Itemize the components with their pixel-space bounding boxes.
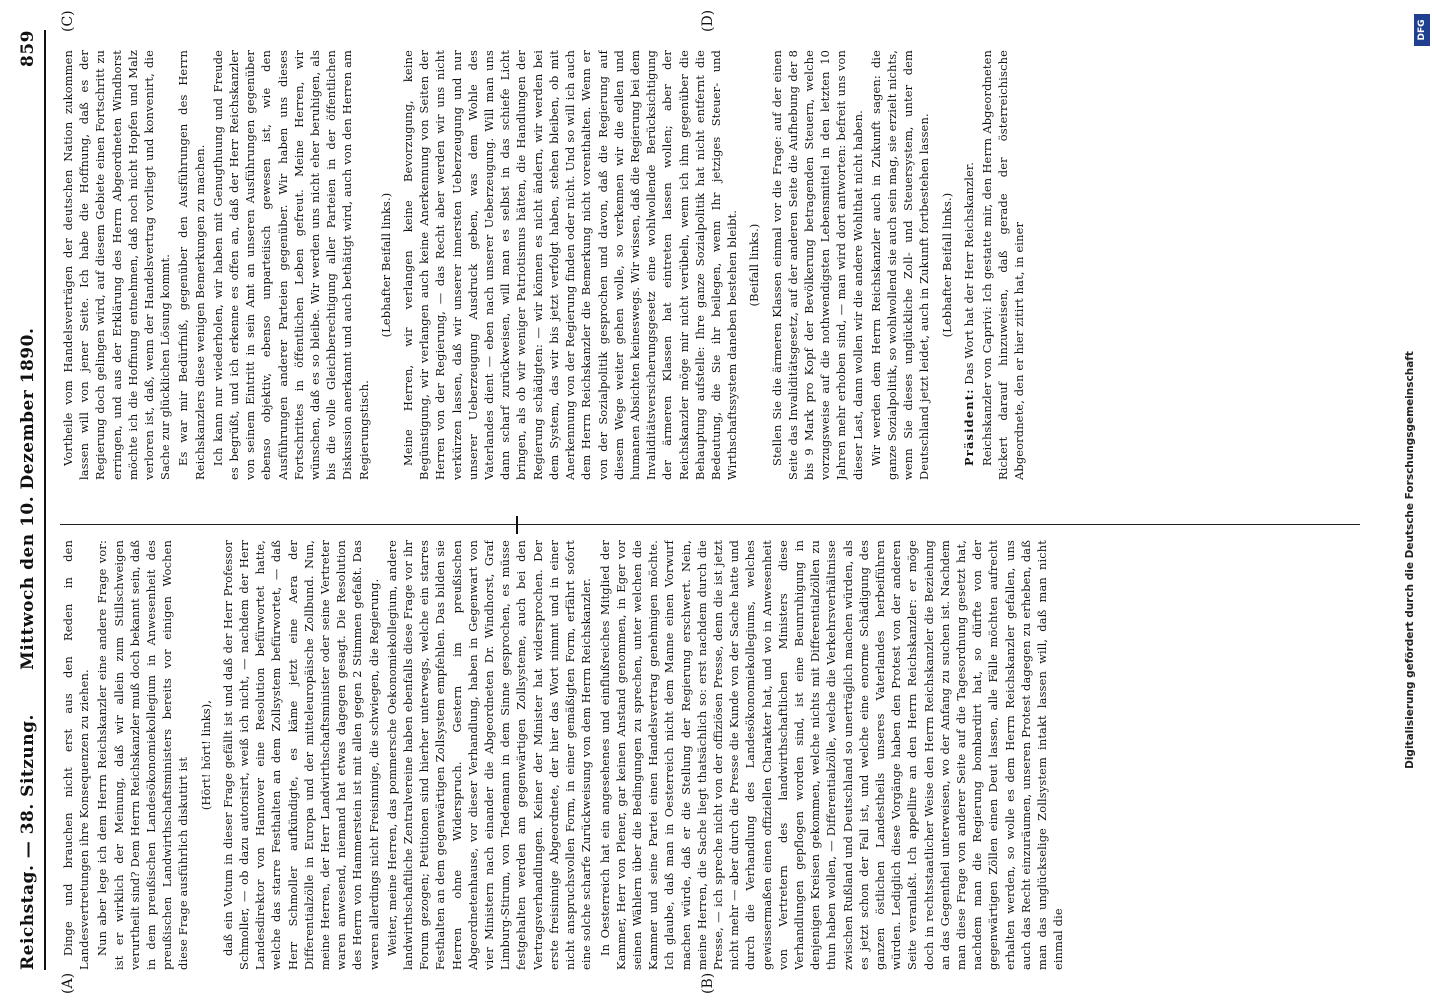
dfg-logo <box>1414 14 1430 46</box>
interjection: (Lebhafter Beifall links.) <box>939 192 954 338</box>
interjection: (Lebhafter Beifall links.) <box>378 192 393 338</box>
right-column <box>60 50 1360 480</box>
page-number: 859 <box>18 30 38 67</box>
digitization-sidenote <box>1388 120 1432 1000</box>
paragraph: Wir werden dem Herrn Reichskanzler auch in Zukunft sagen: die ganze Sozialpolitik, so wohlwollend sie auch sein mag, sie erzielt nichts, wenn Sie dieses unglückliche Zoll- und Steuersystem, unter dem Deutschland jetzt leidet, auch in Zukunft fortbestehen lassen. <box>868 50 932 480</box>
paragraph: In Oesterreich hat ein angesehenes und einflußreiches Mitglied der Kammer, Herr von Plener, gar keinen Anstand genommen, in Eger vor seinen Wählern über die Bedingungen zu sprechen, unter welchen die Kammer und seine Partei einen Handelsvertrag genehmigen möchte. Ich glaube, daß man in Oesterreich nicht dem Manne einen Vorwurf machen würde, daß er die Stellung der Regierung erschwert. Nein, meine Herren, die Sache liegt thatsächlich so: erst nachdem durch die Presse, — ich spreche nicht von der offiziösen Presse, denn die ist jetzt nicht mehr — aber durch die Presse die Kunde von der Sache hatte und durch die Verhandlung des Landesökonomiekollegiums, welches gewissermaßen einen offiziellen Charakter hat, und wo in Anwesenheit von Vertretern des landwirthschaftlichen Ministers diese Verhandlungen gepflogen worden sind, ist eine Beunruhigung in denjenigen Kreisen gekommen, welche nichts mit Differentialzöllen zu thun haben wollen, — Differentialzölle, welche die Verkehrsverhältnisse zwischen Rußland und Deutschland so unerträglich machen würden, als es jetzt schon der Fall ist, und welche eine enorme Schädigung des ganzen östlichen Landestheils unseres Vaterlandes herbeiführen würden. Lediglich diese Vorgänge haben den Protest von der anderen Seite veranlaßt. Ich appellire an den Herrn Reichskanzler: er möge doch in rechtsstaatlicher Weise den Herrn Reichskanzler die Beziehung an das Gegentheil unterweisen, wo der Anfang zu suchen ist. Nachdem man diese Frage von anderer Seite auf die Tagesordnung gesetzt hat, nachdem man die Regierung bombardirt hat, so dürfte von der gegenwärtigen Zöllen einen Deut lassen, alle Fälle möchten aufrecht erhalten werden, so wolle es dem Herrn Reichskanzler gefallen, uns auch das Recht einzuräumen, unseren Protest dagegen zu erheben, daß man das unglückselige Zollsystem intakt lassen will, daß man nicht einmal die <box>597 540 1066 970</box>
paragraph: Vortheile vom Handelsverträgen der deutschen Nation zukommen lassen will von jener Seite. Ich habe die Hoffnung, daß es der Regierung doch gelingen wird, auf diesem Gebiete einen Fortschritt zu erringen, und aus der Erklärung des Herrn Abgeordneten Windhorst möchte ich die Hoffnung entnehmen, daß noch nicht Hopfen und Malz verloren ist, daß, wenn der Handelsvertrag vorliegt und konvenirt, die Sache zur glücklichen Lösung kommt. <box>61 50 173 480</box>
running-head-date: Mittwoch den 10. Dezember 1890. <box>18 327 38 670</box>
paragraph: daß ein Votum in dieser Frage gefällt ist und daß der Herr Professor Schmoller, — ob dazu autorisirt, weiß ich nicht, — nachdem der Herr Landesdirektor von Hannover eine Resolution befürwortet hatte, welche das starre Festhalten an dem Zollsystem befürwortet, — daß Herr Schmoller aufkündigte, es käme jetzt eine Aera der Differentialzölle in Europa und der mitteleuropäische Zollbund. Nun, meine Herren, der Herr Landwirthschaftsminister oder seine Vertreter waren anwesend, niemand hat etwas dagegen gesagt. Die Resolution des Herrn von Hammerstein ist mit allen gegen 2 Stimmen gefaßt. Das waren allerdings nicht Freisinnige, die schwiegen, die Regierung. <box>220 540 381 970</box>
speaker-label: Präsident: <box>961 388 976 466</box>
paragraph: Weiter, meine Herren, das pommersche Oekonomiekollegium, andere landwirthschaftliche Zentralvereine haben ebenfalls diese Frage vor ihr Forum gezogen; Petitionen sind hierher unterwegs, welche ein starres Festhalten an dem gegenwärtigen Zollsystem empfehlen. Das bilden sie Herren ohne Widerspruch. Gestern im preußischen Abgeordnetenhause, vor dieser Verhandlung, haben in Gegenwart von vier Ministern nach einander die Abgeordneten Dr. Windhorst, Graf Limburg-Stirum, von Tiedemann in dem Sinne gesprochen, es müsse festgehalten werden am gegenwärtigen Zollsysteme, auch bei den Vertragsverhandlungen. Keiner der Minister hat widersprochen. Der erste freisinnige Abgeordnete, der hier das Wort nimmt und in einer nicht anspruchsvollen Form, in einer gemäßigten Form, erfährt sofort eine solche scharfe Zurückweisung von dem Herrn Reichskanzler. <box>384 540 594 970</box>
paragraph: Meine Herren, wir verlangen keine Bevorzugung, keine Begünstigung, wir verlangen auch keine Anerkennung von Seiten der Herren von der Regierung, — das Recht aber werden wir uns nicht verkürzen lassen, daß wir unserer innersten Ueberzeugung und nur unserer Ueberzeugung Ausdruck geben, was dem Wohle des Vaterlandes dient — eben nach unserer Ueberzeugung. Will man uns dann scharf zurückweisen, will man es selbst in das schiefe Licht bringen, als ob wir weniger Patriotismus hätten, die Handlungen der Regierung schädigten: — wir können es nicht ändern, wir werden bei dem System, das wir bis jetzt verfolgt haben, stehen bleiben, ob mit Anerkennung von der Regierung finden oder nicht. Und so will ich auch dem Herrn Reichskanzler die Bemerkung nicht vorenthalten. Wenn er von der Sozialpolitik gesprochen und davon, daß die Regierung auf diesem Wege weiter gehen wolle, so verkennen wir die edlen und humanen Absichten keineswegs. Wir wissen, daß die Regierung bei dem Invaliditätsversicherungsgesetz eine wohlwollende Berücksichtigung der ärmeren Klassen hat eintreten lassen wollen; aber der Reichskanzler möge mir nicht verübeln, wenn ich ihm gegenüber die Behauptung aufstelle: Ihre ganze Sozialpolitik hat nicht entfernt die Bedeutung, die Sie ihr beilegen, wenn Ihr jetziges Steuer- und Wirthschaftssystem daneben bestehen bleibt. <box>401 50 740 480</box>
paragraph: Stellen Sie die ärmeren Klassen einmal vor die Frage: auf der einen Seite das Invaliditätsgesetz, auf der anderen Seite die Aufhebung der 8 bis 9 Mark pro Kopf der Bevölkerung betragenden Steuern, welche vorzugsweise auf die nothwendigsten Lebensmittel in den letzten 10 Jahren mehr erhoben sind, — man wird dort antworten: befreit uns von dieser Last, dann wollen wir die andere Wohlthat nicht haben. <box>769 50 865 480</box>
dfg-logo-text: DFG <box>1417 19 1427 41</box>
paragraph: Es war mir Bedürfniß, gegenüber den Ausführungen des Herrn Reichskanzlers diese wenigen Bemerkungen zu machen. <box>176 50 207 480</box>
running-head-session: Reichstag. — 38. Sitzung. <box>18 714 38 970</box>
president-paragraph <box>961 50 977 480</box>
column-gap-mark <box>516 516 518 534</box>
margin-letter-d: (D) <box>700 9 716 32</box>
running-head <box>18 30 46 970</box>
left-column <box>60 540 1360 970</box>
margin-letter-b: (B) <box>700 972 716 994</box>
interjection: (Hört! hört! links), <box>198 699 213 811</box>
interjection: (Beifall links.) <box>747 223 762 307</box>
margin-letter-a: (A) <box>60 972 76 994</box>
margin-letter-c: (C) <box>60 10 76 32</box>
paragraph: Nun aber lege ich dem Herrn Reichskanzler eine andere Frage vor: ist er wirklich der Meinung, daß wir allein zum Stillschweigen verurtheilt sind? Dem Herrn Reichskanzler muß doch bekannt sein, daß in dem preußischen Landesökonomiekollegium in Anwesenheit des preußischen Landwirthschaftsministers bereits vor einigen Wochen diese Frage ausführlich diskutirt ist <box>95 540 191 970</box>
paragraph: Ich kann nur wiederholen, wir haben mit Genugthuung und Freude es begrüßt, und ich erkenne es offen an, daß der Herr Reichskanzler von seinem Eintritt in sein Amt an unseren Ausführungen gegenüber ebenso objektiv, ebenso unparteiisch gewesen ist, wie den Ausführungen anderer Parteien gegenüber. Wir haben uns dieses Fortschrittes in öffentlichen Leben gefreut. Meine Herren, wir wünschen, daß es so bleibe. Wir werden uns nicht eher beruhigen, als bis die volle Gleichberechtigung aller Parteien in der öffentlichen Diskussion anerkannt und auch bethätigt wird, auch von den Herren am Regierungstisch. <box>210 50 371 480</box>
paragraph: Reichskanzler von Caprivi: Ich gestatte mir, den Herrn Abgeordneten Rickert darauf hinzuweisen, daß gerade der österreichische Abgeordnete, den er hier zitirt hat, in einer <box>979 50 1027 480</box>
paragraph: Dinge und brauchen nicht erst aus den Reden in den Landesvertretungen ihre Konsequenzen zu ziehen. <box>61 540 92 970</box>
president-statement: Das Wort hat der Herr Reichskanzler. <box>961 161 976 385</box>
sidenote-text: Digitalisierung gefördert durch die Deutsche Forschungsgemeinschaft <box>1404 351 1416 769</box>
column-divider <box>60 524 1360 525</box>
